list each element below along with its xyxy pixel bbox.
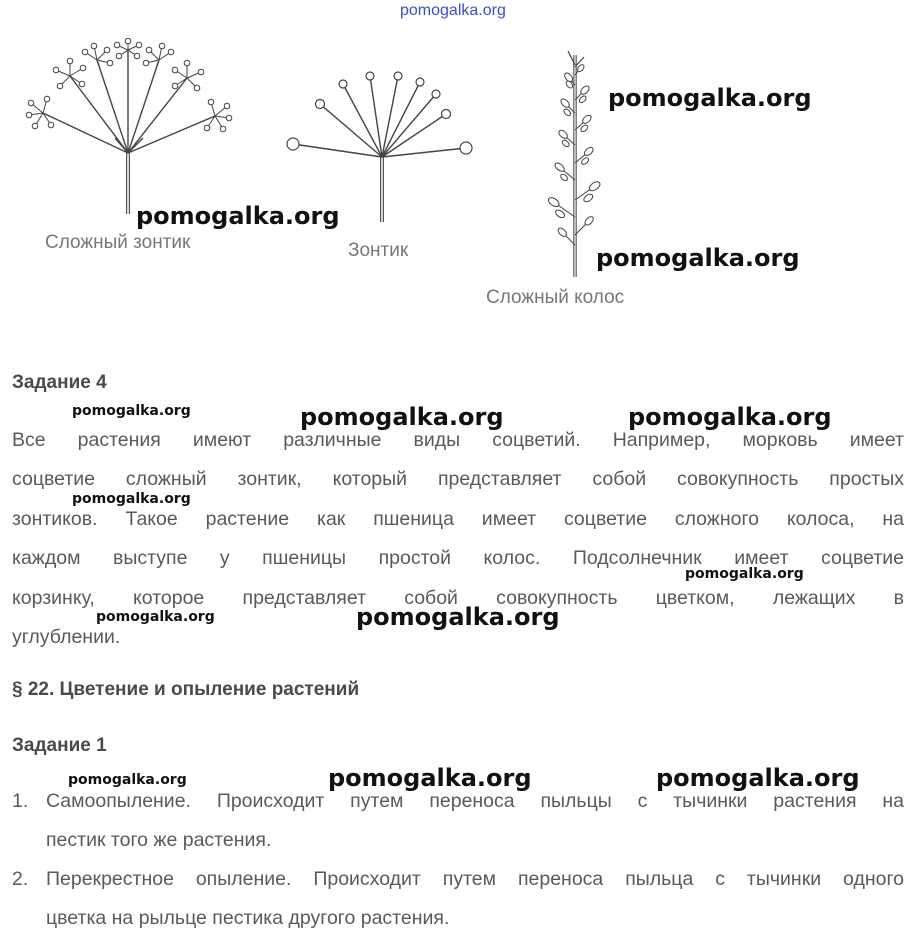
umbel-label: Зонтик xyxy=(348,240,409,261)
watermark: pomogalka.org xyxy=(72,491,191,507)
watermark: pomogalka.org xyxy=(136,202,340,230)
watermark: pomogalka.org xyxy=(68,772,187,788)
task4-title: Задание 4 xyxy=(12,372,107,393)
list-item-number: 2. xyxy=(12,868,29,890)
watermark: pomogalka.org xyxy=(596,244,800,272)
compound-spike-label: Сложный колос xyxy=(486,287,625,308)
list-item-line: Самоопыление. Происходит путем переноса пыльцы с тычинки растения на xyxy=(46,790,904,812)
task1-title: Задание 1 xyxy=(12,735,107,756)
list-item-line: пестик того же растения. xyxy=(46,829,272,851)
task4-line: Все растения имеют различные виды соцветий. Например, морковь имеет xyxy=(12,429,904,451)
compound-umbel-illustration xyxy=(15,38,245,223)
site-link[interactable]: pomogalka.org xyxy=(400,2,506,19)
compound-umbel-label: Сложный зонтик xyxy=(45,232,191,253)
task4-line: зонтиков. Такое растение как пшеница имеет соцветие сложного колоса, на xyxy=(12,508,904,530)
watermark: pomogalka.org xyxy=(356,603,560,631)
watermark: pomogalka.org xyxy=(300,403,504,431)
task4-line: углублении. xyxy=(12,626,121,648)
task4-line: каждом выступе у пшеницы простой колос. Подсолнечник имеет соцветие xyxy=(12,547,904,569)
list-item-line: цветка на рыльце пестика другого растения. xyxy=(46,907,450,929)
watermark: pomogalka.org xyxy=(328,764,532,792)
watermark: pomogalka.org xyxy=(685,566,804,582)
watermark: pomogalka.org xyxy=(72,403,191,419)
task4-line: корзинку, которое представляет собой совокупность цветком, лежащих в xyxy=(12,587,904,609)
watermark: pomogalka.org xyxy=(608,84,812,112)
watermark: pomogalka.org xyxy=(656,764,860,792)
watermark: pomogalka.org xyxy=(96,609,215,625)
task4-line: соцветие сложный зонтик, который представляет собой совокупность простых xyxy=(12,468,904,490)
list-item-number: 1. xyxy=(12,790,29,812)
watermark: pomogalka.org xyxy=(628,403,832,431)
section-title: § 22. Цветение и опыление растений xyxy=(12,679,360,700)
list-item-line: Перекрестное опыление. Происходит путем переноса пыльца с тычинки одного xyxy=(46,868,904,890)
